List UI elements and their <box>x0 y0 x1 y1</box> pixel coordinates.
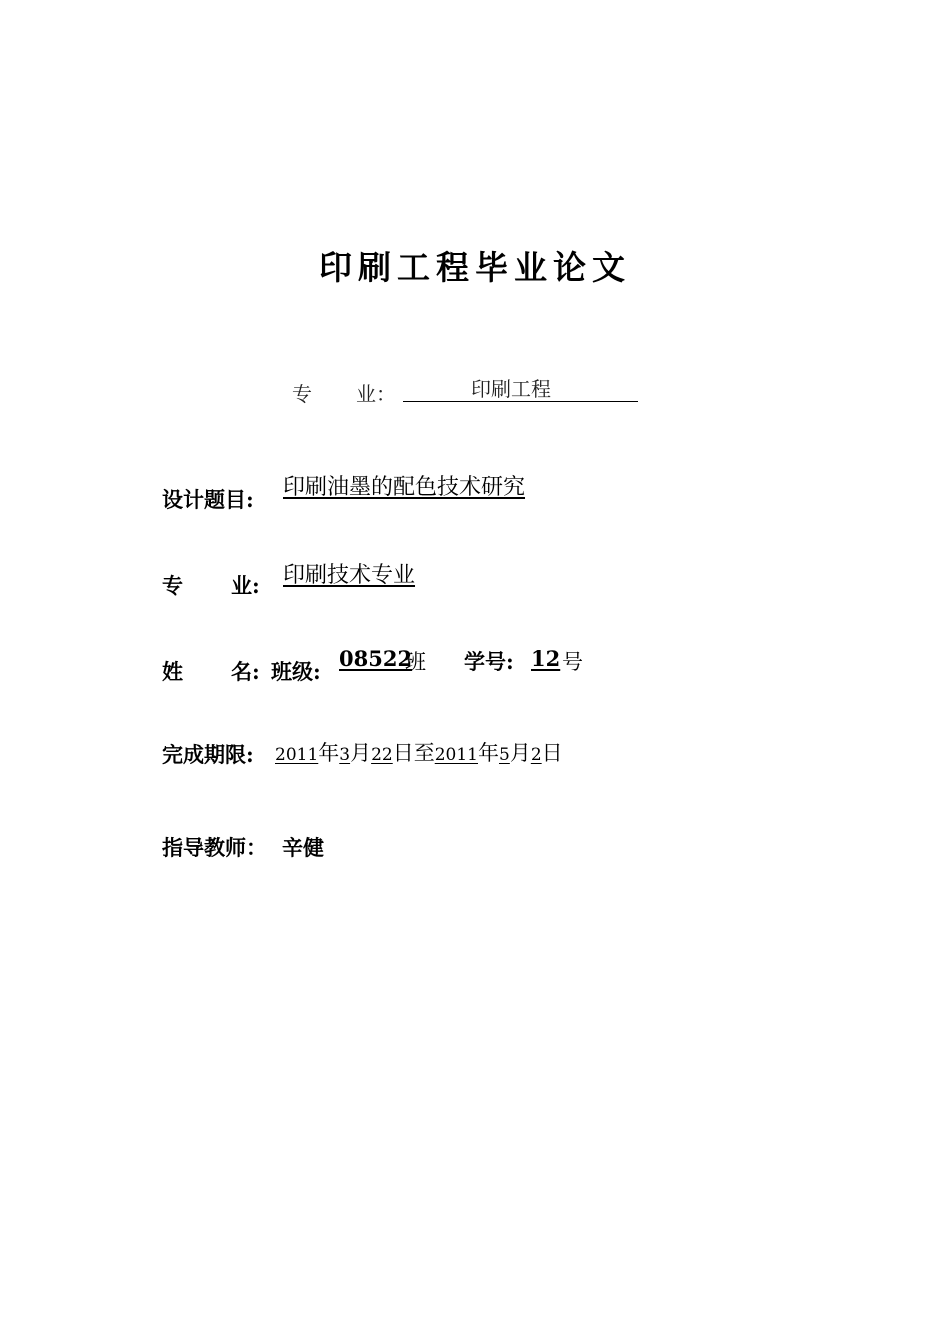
name-label: 姓 名: <box>162 659 260 684</box>
major-top-label: 专 业： <box>292 382 396 406</box>
end-month: 5 <box>499 745 510 765</box>
period-label: 完成期限: <box>162 742 254 767</box>
document-title: 印刷工程毕业论文 <box>319 248 631 287</box>
student-id-suffix: 号 <box>562 650 583 674</box>
student-id-label: 学号: <box>464 649 514 674</box>
start-month: 3 <box>339 745 351 765</box>
advisor-value: 辛健 <box>282 835 324 860</box>
class-suffix: 班 <box>405 650 426 674</box>
topic-value: 印刷油墨的配色技术研究 <box>283 475 526 500</box>
major-value: 印刷技术专业 <box>283 563 416 588</box>
end-day: 2 <box>530 745 542 765</box>
topic-label: 设计题目: <box>162 487 254 512</box>
end-year: 2011 <box>434 745 478 765</box>
period-value: 2011年3月22日至2011年5月2日 <box>275 741 563 765</box>
advisor-label: 指导教师： <box>162 835 267 860</box>
start-day: 22 <box>371 745 393 765</box>
major-label: 专 业: <box>162 573 260 598</box>
class-value: 08522 <box>339 646 413 671</box>
student-id-value: 12 <box>531 646 561 671</box>
major-top-value: 印刷工程 <box>403 378 638 402</box>
start-year: 2011 <box>275 745 319 765</box>
class-label: 班级: <box>271 659 321 684</box>
